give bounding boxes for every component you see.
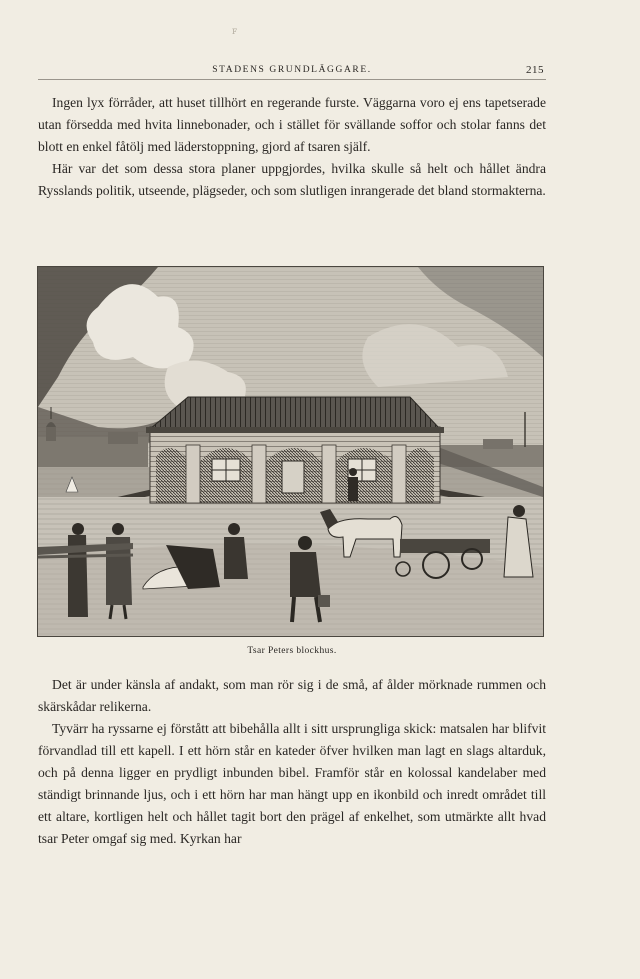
paragraph: Ingen lyx förråder, att huset tillhört en regerande furste. Väggarna voro ej ens tapetserade utan försedda med hvita linnebonader, och i stället för svällande soffor och stolar fanns det blott en enkel fåtölj med läderstoppning, gjord af tsaren själf.: [38, 95, 546, 154]
paragraph: Tyvärr ha ryssarne ej förstått att bibehålla allt i sitt ursprungliga skick: matsalen har blifvit förvandlad till ett kapell. I ett hörn står en kateder öfver hvilken man lagt en slags altarduk, och på denna ligger en prydligt inbunden bibel. Framför står en kolossal kandelaber med ständigt brinnande ljus, och i ett hörn har man hängt upp en ikonbild och inredt området till ett altare, kortligen helt och hållet tagit bort den prägel af enkelhet, som utmärkte allt hvad tsar Peter omgaf sig med. Kyrkan har: [38, 721, 546, 846]
text-below-figure: [38, 674, 546, 850]
illustration-blockhouse: [37, 266, 544, 637]
paragraph: Här var det som dessa stora planer uppgjordes, hvilka skulle så helt och hållet ändra Rysslands politik, utseende, plägseder, och som slutligen inrangerade det bland stormakterna.: [38, 161, 546, 198]
running-head: STADENS GRUNDLÄGGARE.: [212, 65, 372, 75]
engraving-image: [38, 267, 543, 636]
ink-mark-decoration: ꜰ: [232, 26, 238, 37]
paragraph: Det är under känsla af andakt, som man rör sig i de små, af ålder mörknade rummen och skärskådar relikerna.: [38, 677, 546, 714]
figure-caption: Tsar Peters blockhus.: [247, 646, 337, 656]
text-above-figure: [38, 92, 546, 202]
page-header: [38, 63, 546, 80]
page-number: 215: [526, 64, 544, 76]
